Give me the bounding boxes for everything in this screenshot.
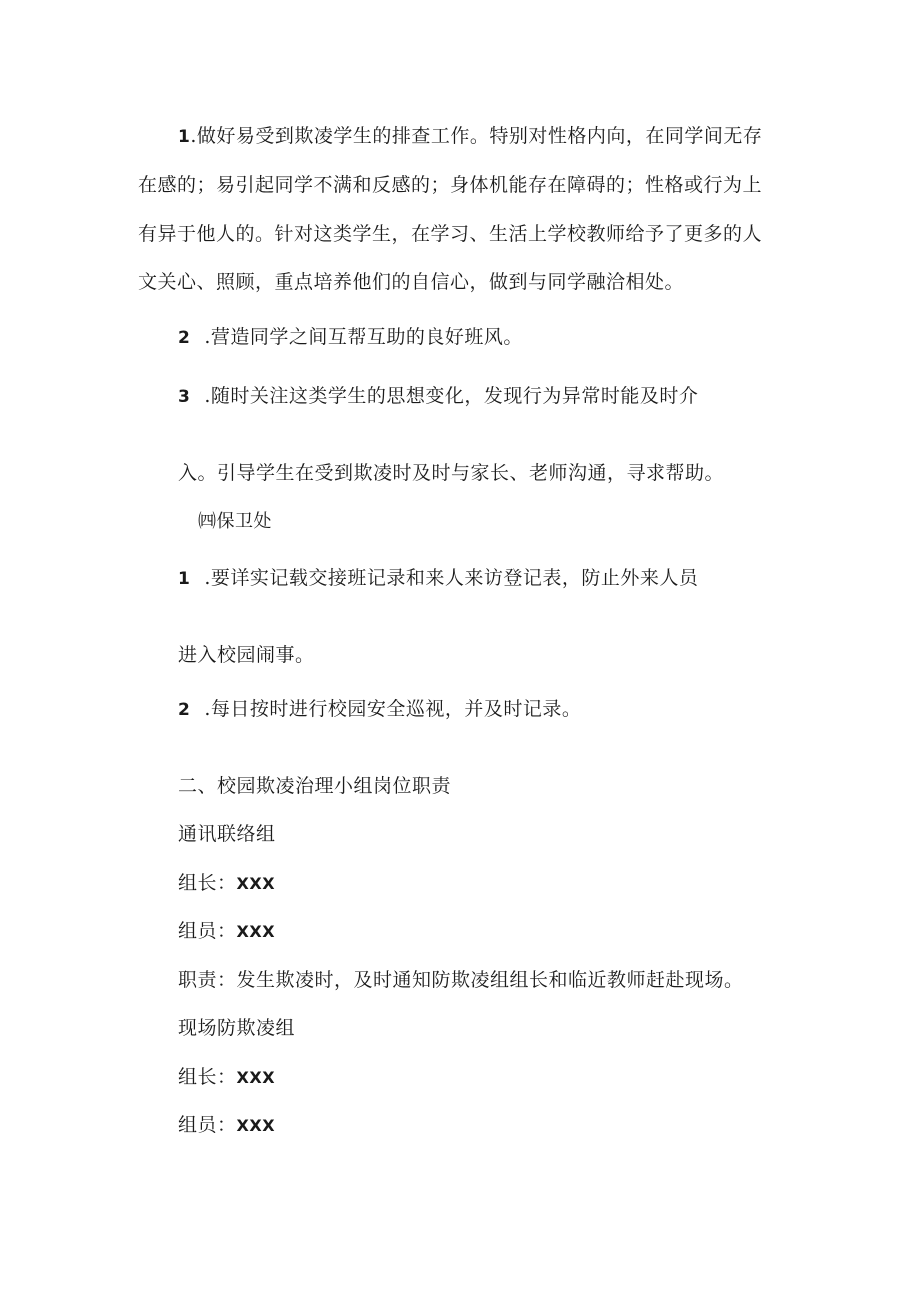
- paragraph-line: [178, 697, 581, 722]
- list-text: .做好易受到欺凌学生的排查工作。特别对性格内向，在同学间无存: [190, 125, 763, 147]
- group-title: 现场防欺凌组: [178, 1017, 296, 1039]
- list-text: .每日按时进行校园安全巡视，并及时记录。: [204, 698, 582, 720]
- paragraph-line: 入。引导学生在受到欺凌时及时与家长、老师沟通，寻求帮助。: [178, 462, 725, 484]
- group-leader: [178, 871, 275, 896]
- list-text: .要详实记载交接班记录和来人来访登记表，防止外来人员: [204, 567, 699, 589]
- paragraph-line: [178, 384, 698, 409]
- paragraph-line: [178, 566, 698, 591]
- leader-label: 组长：: [178, 872, 237, 894]
- member-label: 组员：: [178, 920, 237, 942]
- group-member: [178, 919, 275, 944]
- list-number: 2: [178, 328, 191, 348]
- group-member: [178, 1113, 275, 1138]
- paragraph-line: 有异于他人的。针对这类学生，在学习、生活上学校教师给予了更多的人: [138, 223, 763, 245]
- list-text: .营造同学之间互帮互助的良好班风。: [204, 326, 523, 348]
- leader-value: XXX: [236, 874, 276, 893]
- paragraph-line: 进入校园闹事。: [178, 644, 315, 666]
- leader-label: 组长：: [178, 1066, 237, 1088]
- list-text: .随时关注这类学生的思想变化，发现行为异常时能及时介: [204, 385, 699, 407]
- list-number: 2: [178, 700, 191, 720]
- paragraph-line: 在感的；易引起同学不满和反感的；身体机能存在障碍的；性格或行为上: [138, 174, 763, 196]
- paragraph-line: [178, 325, 523, 350]
- list-number: 1: [178, 569, 191, 589]
- part-heading: 二、校园欺凌治理小组岗位职责: [178, 775, 452, 797]
- paragraph-line: 文关心、照顾，重点培养他们的自信心，做到与同学融洽相处。: [138, 271, 685, 293]
- group-duty: 职责：发生欺凌时，及时通知防欺凌组组长和临近教师赶赴现场。: [178, 969, 744, 991]
- section-heading: ㈣保卫处: [198, 511, 272, 532]
- group-title: 通讯联络组: [178, 823, 276, 845]
- member-value: XXX: [236, 922, 276, 941]
- leader-value: XXX: [236, 1068, 276, 1087]
- list-number: 3: [178, 387, 191, 407]
- list-number: 1: [178, 127, 191, 147]
- group-leader: [178, 1065, 275, 1090]
- member-value: XXX: [236, 1116, 276, 1135]
- member-label: 组员：: [178, 1114, 237, 1136]
- paragraph-line: [178, 124, 762, 149]
